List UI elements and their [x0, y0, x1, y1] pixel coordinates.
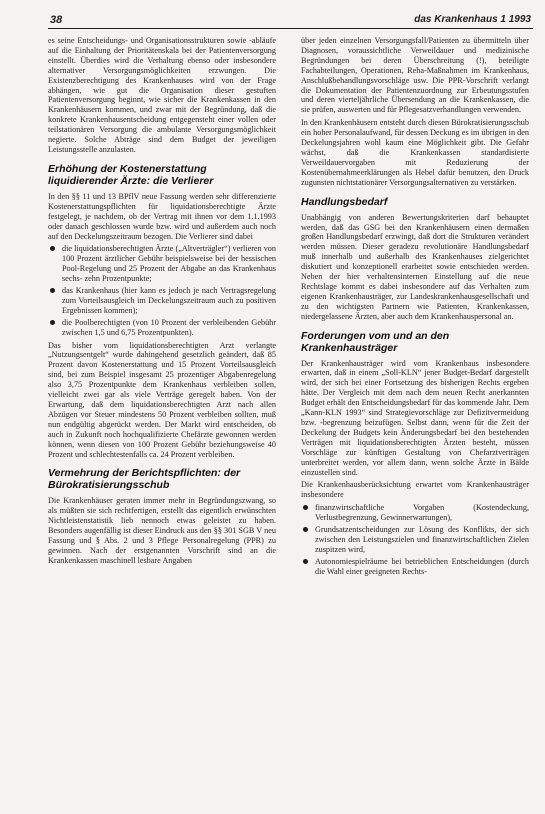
- bullet-text: finanzwirtschaftliche Vorgaben (Kostendeckung, Verlustbegrenzung, Gewinnerwartungen),: [315, 503, 529, 523]
- bullet-text: Autonomiespielräume bei betrieblichen Entscheidungen (durch die Wahl einer geeigneten Rechts-: [315, 556, 529, 576]
- bullet-text: die Poolberechtigten (von 10 Prozent der verbleibenden Gebühr zwischen 1,5 und 6,75 Prozentpunkten).: [62, 317, 276, 337]
- right-paragraph-1: über jeden einzelnen Versorgungsfall/Patienten zu übermitteln über Diagnosen, voraussichtliche Verweildauer und medizinische Begründungen bei deren Überschreitung (!), beteiligte Fachabteilungen, Operationen, Reha-Maßnahmen im Krankenhaus, Anschlußbehandlungsvorschläge usw. Die PPR-Vorschrift verlangt die Dokumentation der Patientenzuordnung zur Erbeutungsstufen und deren vierteljährliche Übersendung an die Krankenkassen, die sie prüfen, auswerten und für Pflegesatzverhandlungen verwenden.: [301, 36, 529, 115]
- journal-title: das Krankenhaus 1 1993: [414, 14, 531, 25]
- left-paragraph-3: Das bisher vom liquidationsberechtigten Arzt verlangte „Nutzungsentgelt“ wurde dahingehend gesetzlich geändert, daß 85 Prozent davon Kostenerstattung und 15 Prozent Vorteilsausgleich sind, bei zum Beispiel insgesamt 25 prozentiger Abgabenregelung also 3,75 Prozentpunkte dem Krankenhaus verbleiben sollen, vielleicht zwei gar als viele Verträge geregelt haben. Von der Erwartung, daß dem liquidationsberechtigten Arzt nach allen Abzügen vor Steuer mindestens 50 Prozent verbleiben sollten, muß nun endgültig abgerückt werden. Der Markt wird entscheiden, ob auch in Zukunft noch hochqualifizierte Chefärzte gewonnen werden können, wenn diesen von 100 Prozent Gebühr beziehungsweise 40 Prozent und schlechtestenfalls ca. 24 Prozent verbleiben.: [48, 340, 276, 459]
- right-column: [301, 36, 529, 808]
- left-column: [48, 36, 276, 808]
- bullet-item: [48, 286, 276, 316]
- section-heading-kostenerstattung: Erhöhung der Kostenerstattung liquidierender Ärzte: die Verlierer: [48, 162, 214, 187]
- bullet-text: Grundsatzentscheidungen zur Lösung des Konflikts, der sich zwischen den Leistungszielen und finanzwirtschaftlichen Zielen zuspitzen wird,: [315, 525, 529, 554]
- bullet-dot-icon: [303, 505, 308, 510]
- bullet-text: das Krankenhaus (hier kann es jedoch je nach Vertragsregelung zum Vorteilsausgleich im Deckelungszeitraum auch zu positiven Ergebnissen kommen);: [62, 286, 276, 315]
- expectation-bullet-list: [301, 503, 529, 576]
- bullet-item: [301, 503, 529, 523]
- right-paragraph-4: Der Krankenhausträger wird vom Krankenhaus insbesondere erwarten, daß in einem „Soll-KLN“ jener Budget-Bedarf dargestellt wird, der sich bei einer Fortsetzung des bisherigen Rechts ergeben hätte. Der Vergleich mit dem nach dem neuen Recht anerkannten Budget erhält den Entscheidungsbedarf für das kommende Jahr. Dem „Kann-KLN 1993“ sind Strategievorschläge zur Defizitvermeidung bzw. -begrenzung beizufügen. Selbst dann, wenn für die Zeit der Deckelung der Budgets kein Änderungsbedarf bei den bestehenden Verträgen mit liquidationsberechtigten Ärzten besteht, müssen Vorschläge zur künftigen Gestaltung von Chefarztverträgen unterbreitet werden, vor allem dann, wenn solche Ärzte in Bälde einzustellen sind.: [301, 358, 529, 477]
- left-paragraph-2: In den §§ 11 und 13 BPflV neue Fassung werden sehr differenzierte Kostenerstattungspflichten für liquidationsberechtigte Ärzte festgelegt, je nachdem, ob der Vertrag mit ihnen vor dem 1.1.1993 oder danach geschlossen wurde bzw. wird und außerdem auch noch auf den Deckelungszeitraum bezogen. Die Verlierer sind dabei: [48, 191, 276, 241]
- left-intro-paragraph: es seine Entscheidungs- und Organisationsstrukturen sowie -abläufe auf die Einhaltung der Prioritätenskala bei der Patientenversorgung einstellt. Überdies wird die Verhaltung ebenso oder insbesondere alternativer Versorgungsmöglichkeiten erzwungen. Die Existenzberechtigung des Krankenhauses wird von der Frage abhängen, wie gut die Organisation dieser gestuften Patientenversorgung beginnt, wie sicher die Krankenkassen in den Krankenhäusern kommen, und zwar mit der Begründung, daß die konkrete Krankenhausentscheidung entgegensteht einer vollen oder teilstationären Versorgung die ambulante Versorgungsmöglichkeit negierte. Solche Abträge sind dem Budget der jeweiligen Leistungsstelle anzulasten.: [48, 36, 276, 154]
- right-paragraph-3: Unabhängig von anderen Bewertungskriterien darf behauptet werden, daß das GSG bei den Krankenhäusern einen dermaßen großen Handlungsbedarf erzwingt, daß dort die Strukturen verändert werden müssen. Dieser geradezu revolutionäre Handlungsbedarf muß innerhalb und außerhalb des Krankenhauses zielgerichtet diskutiert und konzeptionell erarbeitet sowie entschieden werden. Neben der hier verhaltensinternen Einstellung auf die neue Rechtslage kommt es dabei insbesondere auf das Verhalten zum eigenen Krankenhausträger, zur Landeskrankenhausgesellschaft und zu den wichtigsten Partnern wie Patienten, Krankenkassen, niedergelassene Ärzten, aber auch dem Krankenhauspersonal an.: [301, 212, 529, 321]
- bullet-item: [48, 244, 276, 284]
- bullet-item: [48, 318, 276, 338]
- bullet-dot-icon: [303, 559, 308, 564]
- bullet-item: [301, 557, 529, 577]
- bullet-text: die liquidationsberechtigten Ärzte („Altverträgler“) verlieren von 100 Prozent ärztlicher Gebühr beispielsweise bei der hessischen Pool-Regelung und 25 Prozent der Abgabe an das Krankenhaus sechs- zehn Prozentpunkte;: [62, 244, 276, 284]
- bullet-item: [301, 525, 529, 555]
- section-heading-forderungen: Forderungen vom und an den Krankenhausträger: [301, 329, 450, 354]
- loser-bullet-list: [48, 244, 276, 337]
- right-paragraph-5: Die Krankenhausberücksichtung erwartet vom Krankenhausträger insbesondere: [301, 480, 529, 500]
- page-number: 38: [50, 14, 63, 26]
- left-paragraph-4: Die Krankenhäuser geraten immer mehr in Begründungszwang, so als müßten sie sich rechtfertigen, erstellt das eigentlich erwünschten Nichtleistenstatistik lieb nennoch etwas geleistet zu haben. Besonders augenfällig ist dieser Eindruck aus den §§ 301 SGB V neu Fassung und § Abs. 2 und 3 Pflege Personalregelung (PPR) zu gewinnen. Nach der erstgenannten Vorschrift sind an die Krankenkassen maschinell lesbare Angaben: [48, 496, 276, 565]
- bullet-dot-icon: [50, 320, 55, 325]
- bullet-dot-icon: [303, 527, 308, 532]
- header-rule: [48, 28, 533, 29]
- bullet-dot-icon: [50, 288, 55, 293]
- section-heading-berichtspflichten: Vermehrung der Berichtspflichten: der Bürokratisierungsschub: [48, 467, 241, 492]
- right-paragraph-2: In den Krankenhäusern entsteht durch diesen Bürokratisierungsschub ein hoher Personalaufwand, für dessen Deckung es im übrigen in den Deckelungsjahren wohl kaum eine Möglichkeit gibt. Die Gefahr wächst, daß die Krankenkassen standardisierte Verweildauervorgaben mit Reduzierung der Kostenübernahmeerklärungen als Hebel dafür benutzen, den Druck zugunsten nichtstationärer Versorgungsalternativen zu verstärken.: [301, 118, 529, 187]
- section-heading-handlungsbedarf: Handlungsbedarf: [301, 195, 388, 208]
- bullet-dot-icon: [50, 246, 55, 251]
